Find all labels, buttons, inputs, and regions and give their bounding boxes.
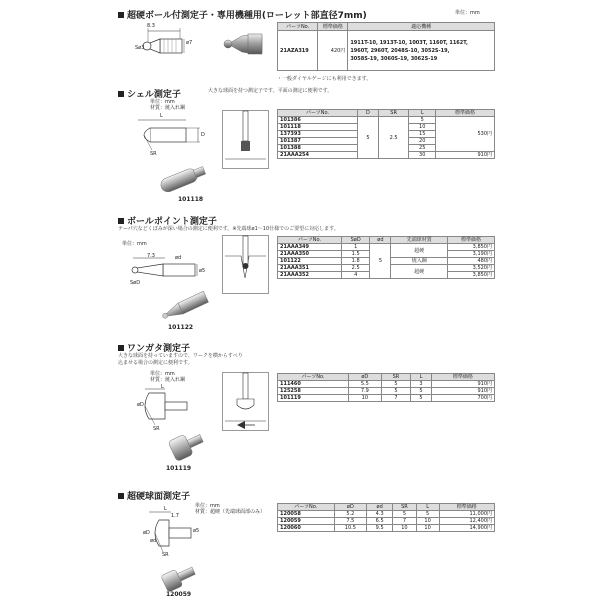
part-code: 21AZA319 bbox=[278, 31, 318, 71]
unit-label: 単位：mm bbox=[122, 241, 147, 247]
price: 14,900円 bbox=[439, 525, 494, 532]
unit-label: 単位：mm bbox=[195, 503, 220, 509]
part-code: 101386 bbox=[278, 117, 358, 124]
value-d: 5 bbox=[358, 117, 379, 159]
value-l: 3 bbox=[411, 381, 432, 388]
value-d: 5.5 bbox=[348, 381, 381, 388]
col-header-l: L bbox=[416, 504, 439, 511]
part-code: 101388 bbox=[278, 145, 358, 152]
value-l: 5 bbox=[411, 388, 432, 395]
section-title-carbide-sphere: 超硬球面測定子 bbox=[118, 489, 190, 502]
col-header-d: øD bbox=[348, 374, 381, 381]
col-header-l: L bbox=[411, 374, 432, 381]
ball-point-photo bbox=[158, 286, 213, 326]
part-code: 120060 bbox=[278, 525, 335, 532]
col-header-d: ød bbox=[370, 237, 391, 244]
dim-length: L bbox=[160, 113, 163, 119]
col-header-price: 標準価格 bbox=[318, 23, 348, 31]
dim-ball: SøD bbox=[130, 280, 141, 286]
col-header-part-no: パーツNo. bbox=[278, 110, 358, 117]
ball-point-schematic bbox=[222, 235, 269, 294]
material-label: 材質：超硬（先端球面部のみ） bbox=[195, 509, 266, 515]
value-l: 20 bbox=[409, 138, 436, 145]
wangata-photo bbox=[165, 428, 210, 463]
carbide-sphere-photo bbox=[155, 560, 205, 595]
col-header-d: D bbox=[358, 110, 379, 117]
shell-drawing bbox=[130, 112, 205, 162]
value-l: 5 bbox=[416, 511, 439, 518]
value-sr: 5 bbox=[393, 511, 416, 518]
dim-radius: SR bbox=[150, 151, 157, 157]
unit-label: 単位：mm bbox=[150, 371, 175, 377]
value-sr: 5 bbox=[381, 388, 410, 395]
dim-length: 8.3 bbox=[147, 23, 155, 29]
value-l: 25 bbox=[409, 145, 436, 152]
value-sd: 4 bbox=[341, 272, 369, 279]
value-d: 5 bbox=[370, 244, 391, 279]
part-code: 21AAA352 bbox=[278, 272, 342, 279]
part-code: 120059 bbox=[278, 518, 335, 525]
value-sd: 1.5 bbox=[341, 251, 369, 258]
price: 3,850円 bbox=[447, 272, 494, 279]
value-l: 10 bbox=[416, 518, 439, 525]
product-id: 120059 bbox=[166, 591, 192, 598]
part-code: 101118 bbox=[278, 124, 358, 131]
value-d: 10 bbox=[348, 395, 381, 402]
dim-ball: Sø3 bbox=[135, 45, 145, 51]
dim-diameter: ø5 bbox=[199, 268, 206, 274]
dim-length: L bbox=[164, 506, 167, 512]
material-label: 材質：焼入れ鋼 bbox=[150, 105, 186, 111]
shell-schematic bbox=[222, 110, 269, 169]
value-outer-d: 7.5 bbox=[334, 518, 367, 525]
unit-label: 単位：mm bbox=[150, 99, 175, 105]
price: 910円 bbox=[431, 381, 494, 388]
value-inner-d: 9.5 bbox=[367, 525, 393, 532]
part-code: 21AAA349 bbox=[278, 244, 342, 251]
value-sr: 5 bbox=[381, 381, 410, 388]
dim-diameter: D bbox=[201, 132, 205, 138]
material-label: 材質：焼入れ鋼 bbox=[150, 377, 186, 383]
section-title-ball-point: ボールポイント測定子 bbox=[118, 214, 217, 227]
section-subtitle: テーパ穴などくぼみが深い場合の測定に便利です。※先端球ø1〜10仕様でのご要望に対応します。 bbox=[118, 226, 339, 232]
col-header-part-no: パーツNo. bbox=[278, 23, 318, 31]
price: 530円 bbox=[436, 117, 495, 152]
value-l: 15 bbox=[409, 131, 436, 138]
dim-length: 7.3 bbox=[147, 253, 155, 259]
dim-shaft: ød bbox=[175, 255, 182, 261]
unit-label: 単位：mm bbox=[455, 10, 480, 16]
value-sd: 1.8 bbox=[341, 258, 369, 265]
col-header-price: 標準価格 bbox=[439, 504, 494, 511]
value-l: 5 bbox=[409, 117, 436, 124]
col-header-sr: SR bbox=[393, 504, 416, 511]
col-header-price: 標準価格 bbox=[436, 110, 495, 117]
product-id: 101118 bbox=[178, 196, 204, 203]
col-header-price: 標準価格 bbox=[447, 237, 494, 244]
value-sd: 2.5 bbox=[341, 265, 369, 272]
part-code: 137393 bbox=[278, 131, 358, 138]
value-inner-d: 6.5 bbox=[367, 518, 393, 525]
wangata-drawing bbox=[135, 385, 205, 430]
part-code: 21AAA351 bbox=[278, 265, 342, 272]
value-sr: 7 bbox=[393, 518, 416, 525]
part-code: 21AAA254 bbox=[278, 152, 358, 159]
value-material: 焼入鋼 bbox=[391, 258, 447, 265]
col-header-part-no: パーツNo. bbox=[278, 374, 349, 381]
value-sr: 7 bbox=[381, 395, 410, 402]
dim-width: 1.7 bbox=[171, 513, 179, 519]
col-header-part-no: パーツNo. bbox=[278, 504, 335, 511]
price: 11,000円 bbox=[439, 511, 494, 518]
value-sr: 2.5 bbox=[378, 117, 408, 159]
price: 3,520円 bbox=[447, 265, 494, 272]
value-l: 10 bbox=[409, 124, 436, 131]
part-code: 101119 bbox=[278, 395, 349, 402]
col-header-outer-d: øD bbox=[334, 504, 367, 511]
dim-inner-diameter: ød bbox=[150, 538, 157, 544]
value-l: 10 bbox=[416, 525, 439, 532]
col-header-l: L bbox=[409, 110, 436, 117]
compatible-models: 1911T-10, 1913T-10, 1003T, 1160T, 1162T, 1960T, 2960T, 2048S-10, 3052S-19, 3058S-19, 3060S-19, 3062S-19 bbox=[348, 31, 495, 71]
value-outer-d: 5.2 bbox=[334, 511, 367, 518]
value-outer-d: 10.5 bbox=[334, 525, 367, 532]
part-code: 125258 bbox=[278, 388, 349, 395]
section-title-wangata: ワンガタ測定子 bbox=[118, 341, 190, 354]
shell-photo bbox=[150, 160, 210, 200]
col-header-sr: SR bbox=[378, 110, 408, 117]
value-material: 超硬 bbox=[391, 244, 447, 258]
part-code: 101122 bbox=[278, 258, 342, 265]
dim-diameter: øD bbox=[137, 402, 144, 408]
value-d: 7.9 bbox=[348, 388, 381, 395]
value-sd: 1 bbox=[341, 244, 369, 251]
value-l: 5 bbox=[411, 395, 432, 402]
col-header-sd: SøD bbox=[341, 237, 369, 244]
part-code: 120058 bbox=[278, 511, 335, 518]
dim-radius: SR bbox=[162, 552, 169, 558]
product-id: 101122 bbox=[168, 324, 194, 331]
carbide-ball-photo bbox=[222, 26, 267, 66]
col-header-part-no: パーツNo. bbox=[278, 237, 342, 244]
section-title-carbide-ball: 超硬ボール付測定子・専用機種用(ローレット部直径7mm) bbox=[118, 8, 367, 21]
price: 910円 bbox=[431, 388, 494, 395]
section-title-shell: シェル測定子 bbox=[118, 87, 181, 100]
section-subtitle: 大きな球面を持つ測定子です。平面の測定に便利です。 bbox=[208, 88, 333, 94]
part-code: 101387 bbox=[278, 138, 358, 145]
value-sr: 10 bbox=[393, 525, 416, 532]
price: 12,400円 bbox=[439, 518, 494, 525]
price: 480円 bbox=[447, 258, 494, 265]
product-id: 101119 bbox=[166, 465, 192, 472]
value-inner-d: 4.3 bbox=[367, 511, 393, 518]
col-header-material: 先端球材質 bbox=[391, 237, 447, 244]
col-header-price: 標準価格 bbox=[431, 374, 494, 381]
value-l: 30 bbox=[409, 152, 436, 159]
price: 700円 bbox=[431, 395, 494, 402]
section-note: ・一般ダイヤルゲージにも利用できます。 bbox=[277, 76, 372, 82]
dim-length: L bbox=[161, 384, 164, 390]
part-code: 21AAA350 bbox=[278, 251, 342, 258]
price: 910円 bbox=[436, 152, 495, 159]
dim-outer-diameter: øD bbox=[143, 530, 150, 536]
dim-diameter: ø7 bbox=[186, 40, 193, 46]
price: 3,850円 bbox=[447, 244, 494, 251]
part-code: 111460 bbox=[278, 381, 349, 388]
col-header-models: 適応機種 bbox=[348, 23, 495, 31]
col-header-inner-d: ød bbox=[367, 504, 393, 511]
wangata-schematic bbox=[222, 372, 269, 431]
price: 420円 bbox=[318, 31, 348, 71]
section-subtitle: 大きな球面を持っていますので、ワークを横からすべり 込ませる場合の測定に便利です。 bbox=[118, 353, 243, 366]
col-header-sr: SR bbox=[381, 374, 410, 381]
price: 3,190円 bbox=[447, 251, 494, 258]
dim-shaft: ø5 bbox=[193, 528, 200, 534]
value-material: 超硬 bbox=[391, 265, 447, 279]
dim-radius: SR bbox=[153, 426, 160, 432]
